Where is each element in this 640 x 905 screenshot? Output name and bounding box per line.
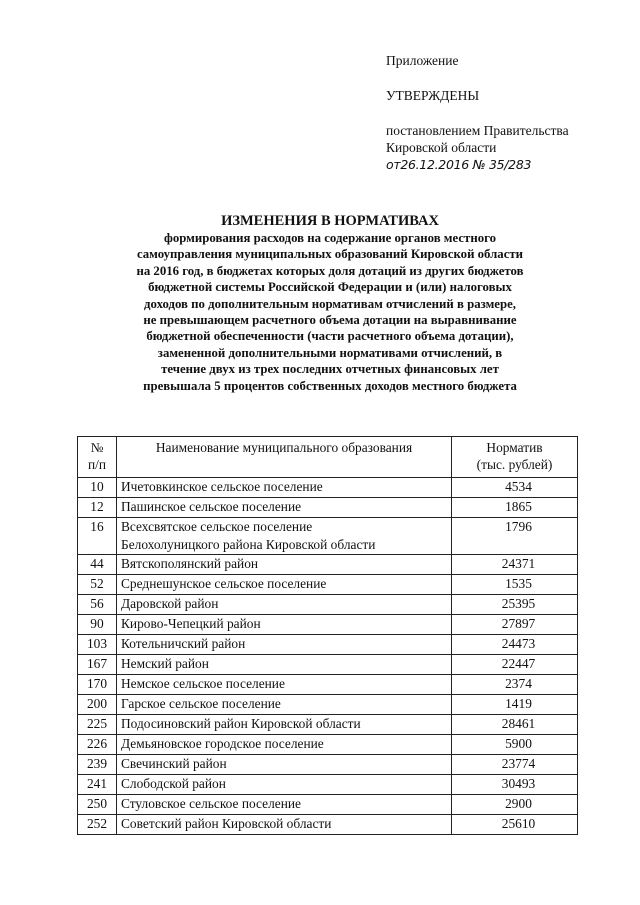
- row-norm: 25610: [452, 815, 578, 835]
- row-number: 52: [78, 575, 117, 595]
- table-row: [78, 775, 578, 795]
- row-number: 250: [78, 795, 117, 815]
- title-line: формирования расходов на содержание органов местного: [164, 231, 496, 245]
- row-norm: 1535: [452, 575, 578, 595]
- row-norm: 1865: [452, 498, 578, 518]
- resolution-date-number: от26.12.2016 № 35/283: [386, 157, 532, 172]
- row-number: 12: [78, 498, 117, 518]
- row-name: Гарское сельское поселение: [117, 695, 452, 715]
- row-norm: 23774: [452, 755, 578, 775]
- row-name: Даровской район: [117, 595, 452, 615]
- row-number: 167: [78, 655, 117, 675]
- row-name: Котельничский район: [117, 635, 452, 655]
- row-number: 226: [78, 735, 117, 755]
- row-name: Стуловское сельское поселение: [117, 795, 452, 815]
- row-name: Немское сельское поселение: [117, 675, 452, 695]
- row-number: 16: [78, 518, 117, 555]
- row-name: Пашинское сельское поселение: [117, 498, 452, 518]
- row-name: Ичетовкинское сельское поселение: [117, 478, 452, 498]
- header-name: Наименование муниципального образования: [117, 437, 452, 478]
- title-line: превышала 5 процентов собственных доходов местного бюджета: [143, 378, 517, 393]
- header-number: № п/п: [78, 437, 117, 478]
- row-name: Демьяновское городское поселение: [117, 735, 452, 755]
- table-row: [78, 518, 578, 555]
- title-line: течение двух из трех последних отчетных финансовых лет: [161, 362, 499, 377]
- table-row: [78, 615, 578, 635]
- row-norm: 28461: [452, 715, 578, 735]
- table-row: [78, 595, 578, 615]
- title-line: на 2016 год, в бюджетах которых доля дотаций из других бюджетов: [136, 263, 524, 278]
- row-name: Вятскополянский район: [117, 555, 452, 575]
- row-number: 10: [78, 478, 117, 498]
- approved-label: УТВЕРЖДЕНЫ: [386, 88, 480, 103]
- table-row: [78, 815, 578, 835]
- resolution-label: постановлением Правительства: [386, 123, 569, 138]
- title-heading: ИЗМЕНЕНИЯ В НОРМАТИВАХ: [221, 213, 439, 229]
- title-line: не превышающем расчетного объема дотации на выравнивание: [143, 313, 517, 328]
- table-row: [78, 635, 578, 655]
- table-row: [78, 498, 578, 518]
- title-line: замененной дополнительными нормативами отчислений, в: [157, 345, 503, 360]
- table-row: [78, 655, 578, 675]
- title-line: доходов по дополнительным нормативам отчислений в размере,: [144, 296, 516, 311]
- table-header-row: [78, 437, 578, 478]
- table-row: [78, 478, 578, 498]
- row-norm: 1796: [452, 518, 578, 555]
- row-name: Слободской район: [117, 775, 452, 795]
- norms-table: [77, 436, 578, 835]
- region-label: Кировской области: [386, 140, 497, 155]
- row-number: 44: [78, 555, 117, 575]
- row-number: 225: [78, 715, 117, 735]
- row-name: Свечинский район: [117, 755, 452, 775]
- row-number: 103: [78, 635, 117, 655]
- row-norm: 30493: [452, 775, 578, 795]
- row-norm: 2900: [452, 795, 578, 815]
- table-row: [78, 555, 578, 575]
- row-norm: 22447: [452, 655, 578, 675]
- table-row: [78, 735, 578, 755]
- row-name: Подосиновский район Кировской области: [117, 715, 452, 735]
- title-line: самоуправления муниципальных образований Кировской области: [136, 247, 524, 262]
- document-title: [60, 212, 600, 394]
- row-name: Всехсвятское сельское поселение Белохолуницкого района Кировской области: [117, 518, 452, 555]
- row-name: Среднешунское сельское поселение: [117, 575, 452, 595]
- row-number: 239: [78, 755, 117, 775]
- row-norm: 24371: [452, 555, 578, 575]
- row-norm: 4534: [452, 478, 578, 498]
- row-number: 252: [78, 815, 117, 835]
- row-norm: 5900: [452, 735, 578, 755]
- table-row: [78, 695, 578, 715]
- table-row: [78, 755, 578, 775]
- row-norm: 2374: [452, 675, 578, 695]
- table-row: [78, 675, 578, 695]
- row-norm: 25395: [452, 595, 578, 615]
- header-norm: Норматив (тыс. рублей): [452, 437, 578, 478]
- row-norm: 27897: [452, 615, 578, 635]
- title-line: бюджетной системы Российской Федерации и (или) налоговых: [148, 280, 512, 295]
- row-number: 170: [78, 675, 117, 695]
- appendix-label: Приложение: [386, 53, 459, 68]
- title-line: бюджетной обеспеченности (части расчетного объема дотации),: [146, 329, 514, 344]
- row-norm: 1419: [452, 695, 578, 715]
- row-name: Кирово-Чепецкий район: [117, 615, 452, 635]
- row-number: 241: [78, 775, 117, 795]
- row-name: Советский район Кировской области: [117, 815, 452, 835]
- table-row: [78, 575, 578, 595]
- row-number: 200: [78, 695, 117, 715]
- row-number: 90: [78, 615, 117, 635]
- row-norm: 24473: [452, 635, 578, 655]
- approval-block: [386, 52, 626, 173]
- row-number: 56: [78, 595, 117, 615]
- table-row: [78, 795, 578, 815]
- table-row: [78, 715, 578, 735]
- row-name: Немский район: [117, 655, 452, 675]
